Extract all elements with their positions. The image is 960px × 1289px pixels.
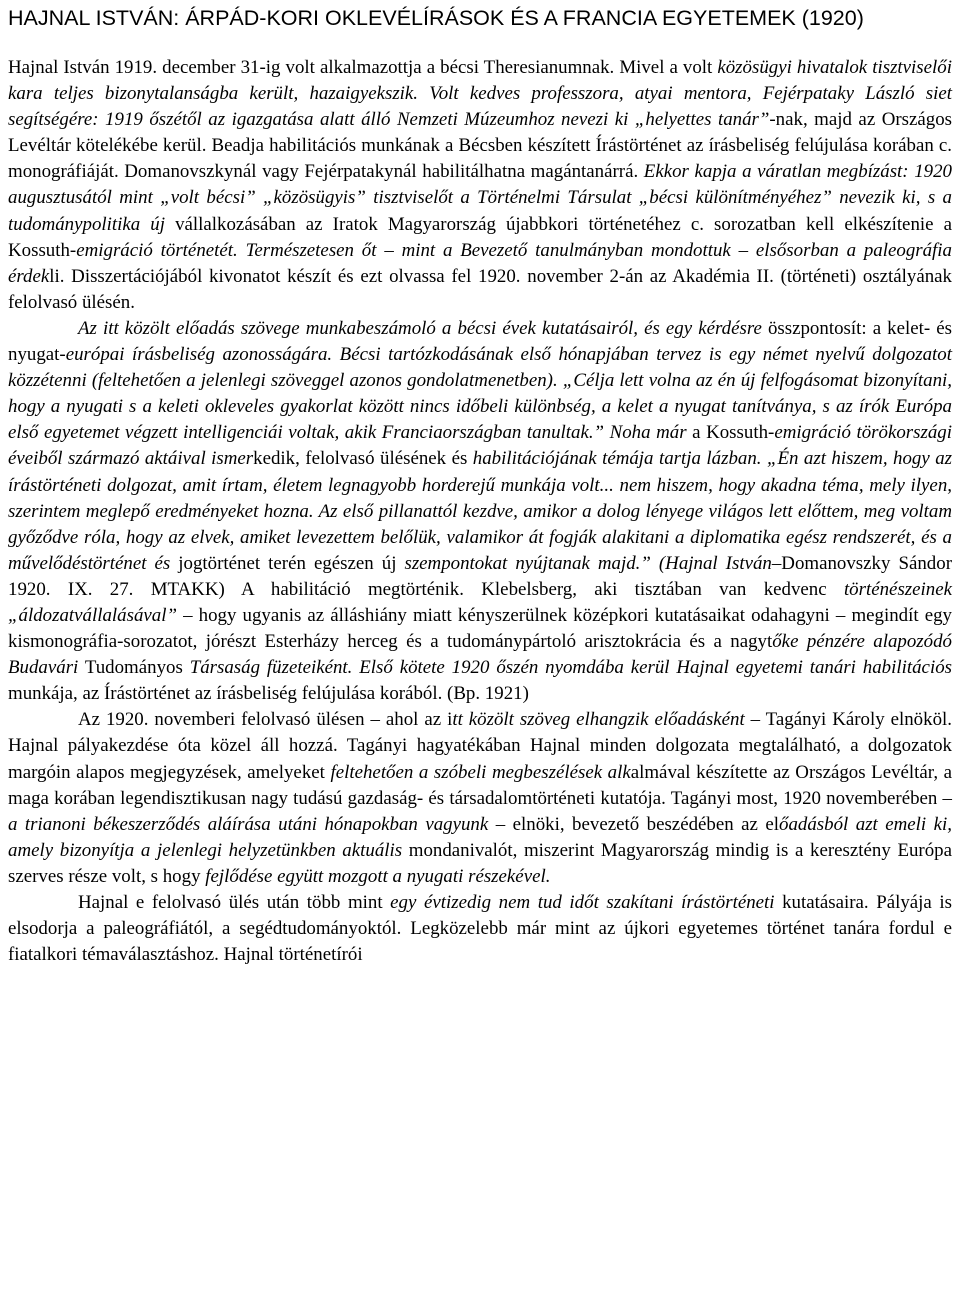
text-run: almával készítette az Országos Levéltár, a maga korában legendisztikusan nagy tudású gazdaság- és társadalomtörténeti kutatója. Tagányi most, 1920 novemberében – <box>8 761 953 809</box>
paragraph-2 <box>8 316 952 707</box>
italic-text-run: tt közölt szöveg elhangzik előadásként <box>452 709 745 731</box>
text-run: mondanivalót, miszerint Magyarország mindig is a keresztény Európa szerves része volt, s hogy <box>8 839 952 887</box>
paragraph-1 <box>8 55 952 316</box>
text-run: – Tagányi Károly elnököl. Hajnal pályakezdése óta közel áll hozzá. Tagányi hagyatékában Hajnal minden dolgozata megtalálható, a dolgozatok margóin alapos megjegyzések, amelyeket <box>8 709 952 783</box>
text-run: Tudományos <box>78 657 190 679</box>
italic-text-run: Ekkor kapja a váratlan megbízást: 1920 augusztusától mint „volt bécsi” „közösügyis” tisztviselőt a Történelmi Társulat „bécsi különítményéhez” nevezik ki, s a tudománypolitika új <box>8 161 952 235</box>
text-run: kutatásaira. Pályája is elsodorja a paleográfiától, a segédtudományoktól. Legközelebb már mint az újkori egyetemes történet tanára fordul e fiatalkori témaválasztáshoz. Hajnal történetírói <box>8 892 952 966</box>
document-title: HAJNAL ISTVÁN: ÁRPÁD-KORI OKLEVÉLÍRÁSOK ÉS A FRANCIA EGYETEMEK (1920) <box>8 6 864 30</box>
text-run: -nak, majd az Országos Levéltár kötelékébe kerül. Beadja habilitációs munkának a Bécsben készített Írástörténet az írásbeliség felújulása korában c. monográfiáját. Domanovszkynál vagy Fejérpatakynál habilitálhatna magántanárrá. <box>8 109 952 183</box>
text-run: – elnöki, bevezető beszédében az el <box>488 813 780 835</box>
text-run: –Domanovszky Sándor 1920. IX. 27. MTAKK) A habilitáció megtörténik. Klebelsberg, aki tisztában van kedvenc <box>8 552 952 600</box>
text-run: kedik, felolvasó ülésének és <box>253 448 473 470</box>
italic-text-run: közösügyi hivatalok tisztviselői kara teljes bizonytalanságba került, hazaigyekszik. Volt kedves professzora, atyai mentora, Fejérpataky László siet segítségére: 1919 őszétől az igazgatása alatt álló Nemzeti Múzeumhoz nevezi ki „helyettes tanár” <box>8 57 952 131</box>
text-run: munkája, az Írástörténet az írásbeliség felújulása korából. (Bp. 1921) <box>8 683 529 705</box>
italic-text-run: szempontokat nyújtanak majd.” (Hajnal István <box>404 552 772 574</box>
text-run: összpontosít: a kelet- és nyugat- <box>8 317 952 366</box>
document-body <box>8 55 952 968</box>
text-run: li. Disszertációjából kivonatot készít és ezt olvassa fel 1920. november 2-án az Akadémia II. (történeti) osztályának felolvasó ülésén. <box>8 265 952 313</box>
text-run: Hajnal e felolvasó ülés után több mint <box>78 892 391 913</box>
italic-text-run: őke pénzére alapozódó Budavári <box>8 631 952 679</box>
italic-text-run: Az itt közölt előadás szövege munkabeszámoló a bécsi évek kutatásairól, és egy kérdésre <box>78 317 762 339</box>
text-run: jogtörténet terén egészen új <box>170 552 405 574</box>
text-run: – hogy ugyanis az álláshiány miatt kényszerülnek középkori kutatásaikat odahagyni – megindít egy kismonográfia-sorozatot, jórészt Esterházy herceg és a tudománypártoló arisztokrácia és a nagyt <box>8 604 952 653</box>
italic-text-run: a trianoni békeszerződés aláírása utáni hónapokban vagyunk <box>8 813 489 835</box>
text-run: Hajnal István 1919. december 31-ig volt alkalmazottja a bécsi Theresianumnak. Mivel a volt <box>8 57 718 78</box>
text-run: vállalkozásában az Iratok Magyarország újabbkori történetéhez c. sorozatban kell elkészítenie a Kossuth- <box>8 213 952 261</box>
italic-text-run: feltehetően a szóbeli megbeszélések alk <box>330 761 631 783</box>
italic-text-run: egy évtizedig nem tud időt szakítani írástörténeti <box>390 892 775 913</box>
italic-text-run: Társaság füzeteiként. Első kötete 1920 őszén nyomdába kerül Hajnal egyetemi tanári habilitációs <box>189 657 952 679</box>
text-run: Az 1920. novemberi felolvasó ülésen – ahol az i <box>78 709 453 731</box>
paragraph-3 <box>8 707 952 890</box>
italic-text-run: történészeinek „áldozatvállalásával” <box>8 578 952 626</box>
italic-text-run: őadásból azt emeli ki, amely bizonyítja a jelenlegi helyzetünkben aktuális <box>8 813 952 861</box>
paragraph-4 <box>8 890 952 968</box>
text-run: a Kossuth- <box>686 422 775 444</box>
italic-text-run: európai írásbeliség azonosságára. Bécsi tartózkodásának első hónapjában tervez is egy német nyelvű dolgozatot közzétenni (feltehetően a jelenlegi szöveggel azonos gondolatmenetben). „Célja lett volna az én új felfogásomat bizonyítani, hogy a nyugati s a keleti okleveles gyakorlat között nincs időbeli különbség, a kelet a nyugat tanítványa, s az írók Európa első egyetemet végzett intelligenciái voltak, akik Franciaországban tanultak.” Noha már <box>8 344 952 444</box>
italic-text-run: fejlődése együtt mozgott a nyugati részekével. <box>205 865 551 887</box>
italic-text-run: emigráció történetét. Természetesen őt – mint a Bevezető tanulmányban mondottuk – elsősorban a paleográfia érdek <box>8 239 952 287</box>
italic-text-run: habilitációjának témája tartja lázban. „Én azt hiszem, hogy az írástörténeti dolgozat, amit írtam, életem legnagyobb horderejű munkája volt... nem hiszem, hogy akadna téma, mely ilyen, szerintem meglepő eredményeket hozna. Az első pillanattól kezdve, amikor a dolog lényege világos lett előttem, meg voltam győződve róla, hogy az elvek, amiket levezettem belőlük, valamikor át fogják alakitani a diplomatika egész rendszerét, és a művelődéstörténet és <box>8 448 953 574</box>
italic-text-run: emigráció törökországi éveiből származó aktáival ismer <box>8 422 952 470</box>
